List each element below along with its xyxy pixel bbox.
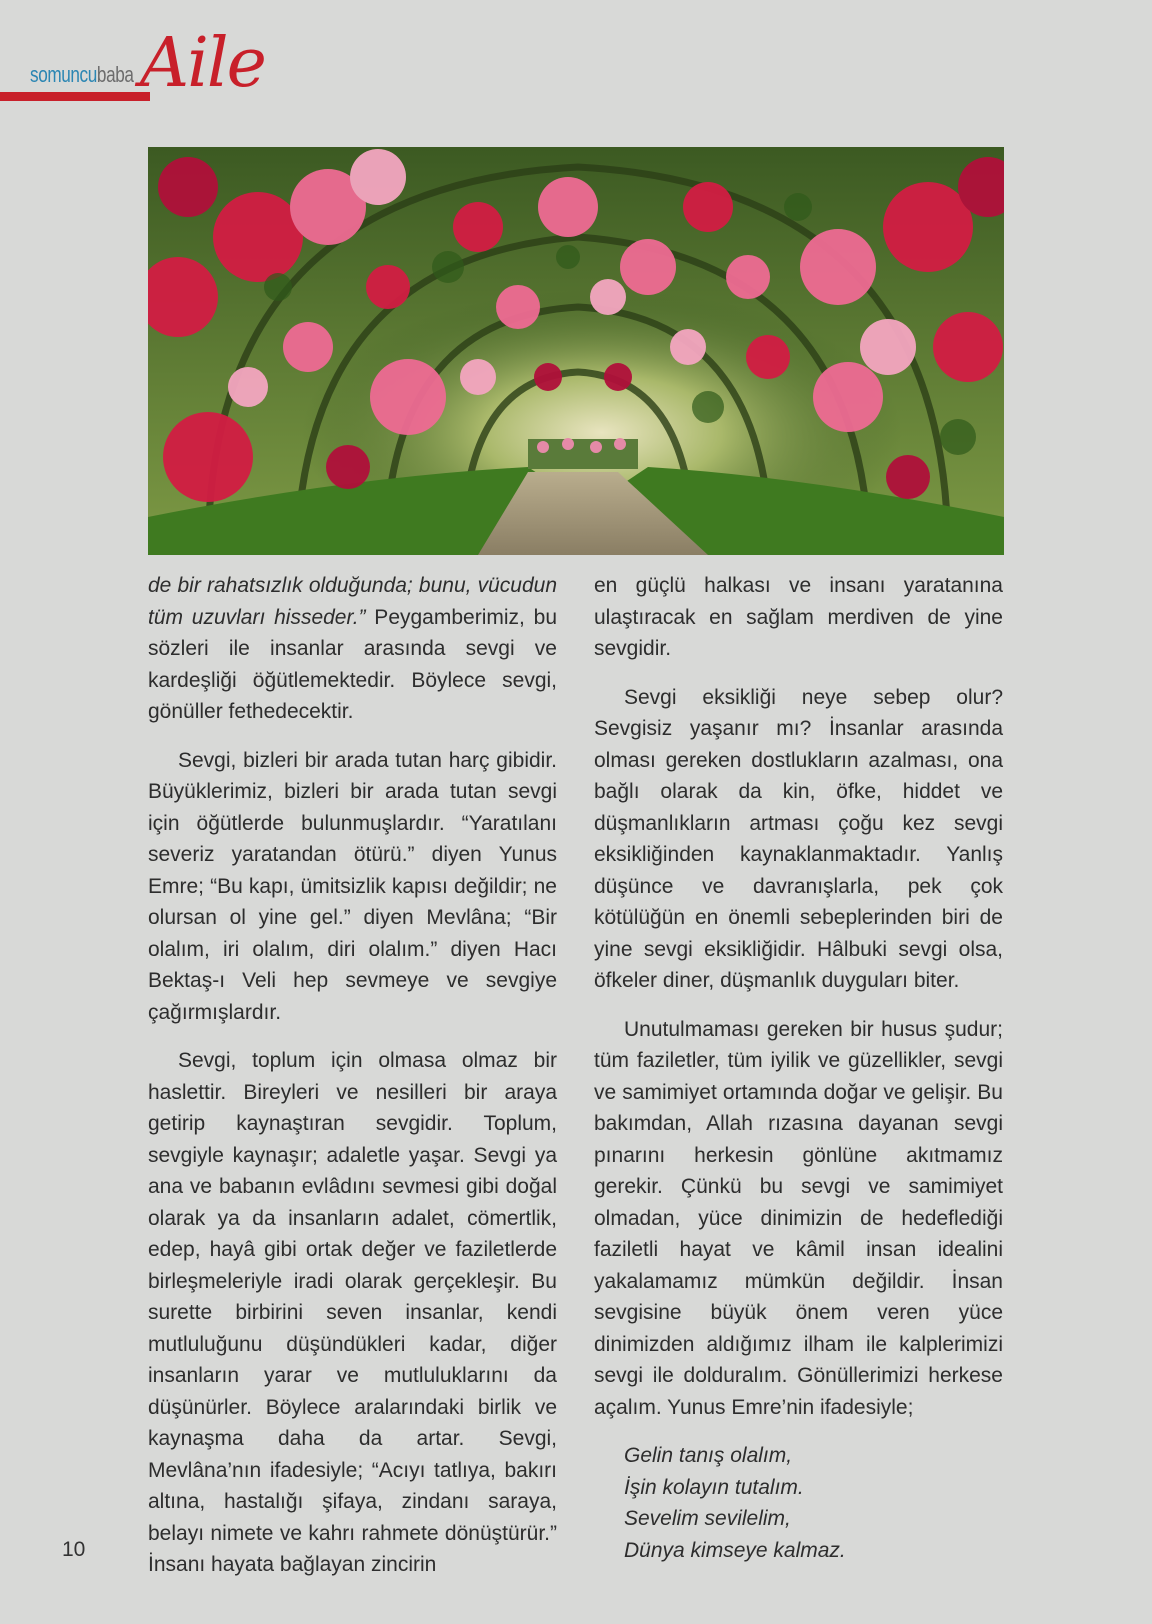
section-title: Aile: [140, 24, 265, 103]
header-red-bar: [0, 92, 150, 101]
paragraph: Sevgi eksikliği neye sebep olur? Sevgisiz yaşanır mı? İnsanlar arasında olması gereken dostlukların azalması, ona bağlı olarak da kin, öfke, hiddet ve düşmanlıkların artması çoğu kez sevgi eksikliğinden kaynaklanmaktadır. Yanlış düşünce ve davranışlarla, pek çok kötülüğün en önemli sebeplerinden biri de yine sevgi eksikliğidir. Hâlbuki sevgi olsa, öfkeler diner, düşmanlık duyguları biter.: [594, 685, 1003, 992]
poem: [594, 1440, 1003, 1566]
paragraph: Sevgi, toplum için olmasa olmaz bir haslettir. Bireyleri ve nesilleri bir araya getirip kaynaştıran sevgidir. Toplum, sevgiyle kaynaşır; adaletle yaşar. Sevgi ya ana ve babanın evlâdını sevmesi gibi doğal olarak ya da insanların adalet, cömertlik, edep, hayâ gibi ortak değer ve faziletlerde birleşmeleriyle iradi olarak gerçekleşir. Bu surette birbirini seven insanlar, kendi mutluluğunu düşündükleri kadar, diğer insanların yarar ve mutluluklarını da düşünürler. Böylece aralarındaki birlik ve kaynaşma daha da artar. Sevgi, Mevlâna’nın ifadesiyle; “Acıyı tatlıya, bakırı altına, hastalığı şifaya, zindanı saraya, belayı nimete ve kahrı rahmete dönüştürür.” İnsanı hayata bağlayan zincirin: [148, 1049, 557, 1576]
photo-illustration: [148, 147, 1004, 555]
magazine-header: [0, 24, 265, 120]
paragraph: [148, 570, 557, 728]
paragraph-text: Peygamberimiz, bu sözleri ile insanlar arasında sevgi ve kardeşliği öğütlemektedir. Böylece sevgi, gönüller fethedecektir.: [148, 605, 557, 723]
poem-line: Gelin tanış olalım,: [624, 1444, 793, 1467]
brand-logo: [30, 62, 134, 88]
poem-line: Dünya kimseye kalmaz.: [624, 1538, 846, 1562]
poem-line: İşin kolayın tutalım.: [624, 1475, 804, 1499]
paragraph: Sevgi, bizleri bir arada tutan harç gibidir. Büyüklerimiz, bizleri bir arada tutan sevgi için öğütlerde bulunmuşlardır. “Yaratılanı severiz yaratandan ötürü.” diyen Yunus Emre; “Bu kapı, ümitsizlik kapısı değildir; ne olursan ol yine gel.” diyen Mevlâna; “Bir olalım, iri olalım, diri olalım.” diyen Hacı Bektaş-ı Veli hep sevmeye ve sevgiye çağırmışlardır.: [148, 748, 557, 1024]
right-text-column: [594, 570, 1003, 1566]
poem-line: Sevelim sevilelim,: [624, 1507, 791, 1530]
brand-part2: baba: [96, 62, 134, 87]
left-text-column: [148, 570, 557, 1598]
brand-part1: somuncu: [30, 62, 97, 87]
page-number: 10: [62, 1538, 86, 1561]
quote-italic: de bir rahatsızlık olduğunda; bunu, vücudun tüm uzuvları hisseder.”: [148, 574, 557, 629]
rose-arch-garden-photo: [148, 147, 1004, 555]
paragraph: en güçlü halkası ve insanı yaratanına ulaştıracak en sağlam merdiven de yine sevgidir.: [594, 574, 1003, 660]
paragraph: Unutulmaması gereken bir husus şudur; tüm faziletler, tüm iyilik ve güzellikler, sevgi ve samimiyet ortamında doğar ve gelişir. Bu bakımdan, Allah rızasına dayanan sevgi pınarını herkesin gönlüne akıtmamız gerekir. Çünkü bu sevgi ve samimiyet olmadan, yüce dinimizin de hedeflediği faziletli hayat ve kâmil insan idealini yakalamamız mümkün değildir. İnsan sevgisine büyük önem veren yüce dinimizden aldığımız ilham ile kalplerimizi sevgi ile dolduralım. Gönüllerimizi herkese açalım. Yunus Emre’nin ifadesiyle;: [594, 1017, 1003, 1419]
